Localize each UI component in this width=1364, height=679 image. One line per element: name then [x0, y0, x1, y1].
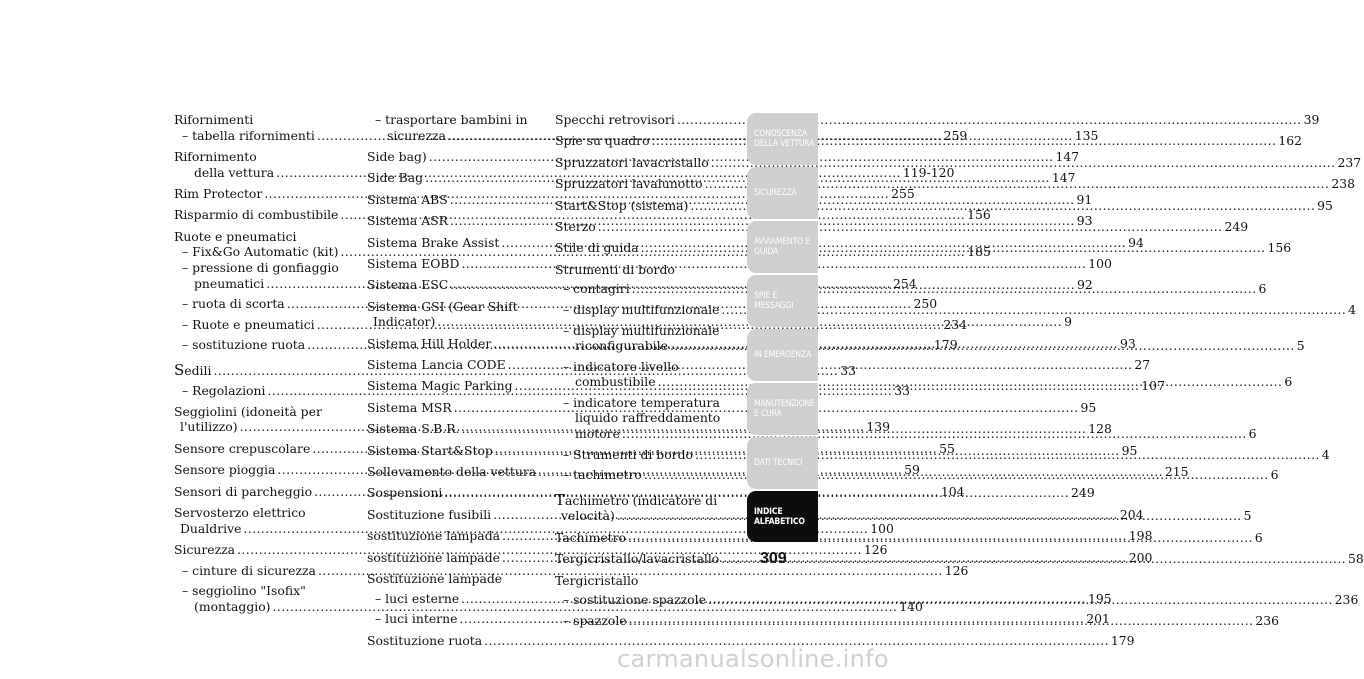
- page-number: 309: [760, 550, 787, 567]
- index-entry: Stile di guida ..... 156: [555, 240, 741, 256]
- entry-title: Rifornimento: [174, 148, 257, 164]
- index-entry: Sostituzione fusibili ..... 204: [367, 507, 547, 523]
- sub-entry-title: – pressione di gonfiaggio: [182, 259, 339, 275]
- page-ref: 100: [870, 520, 894, 536]
- page-ref: 58: [1348, 551, 1364, 567]
- page-ref: 104: [940, 483, 965, 499]
- index-entry: Sistema ASR ..... 93: [367, 213, 547, 229]
- page-ref: 139: [866, 419, 890, 435]
- sub-entry: – luci interne ..... 201: [367, 611, 547, 627]
- tab-spie[interactable]: SPIE E MESSAGGI: [747, 275, 818, 327]
- page-ref: 236: [1255, 612, 1280, 628]
- page-ref: 140: [899, 598, 923, 614]
- page-ref: 33: [840, 362, 856, 378]
- entry-title: Strumenti di bordo: [555, 261, 675, 277]
- page-ref: 254: [892, 275, 917, 291]
- page-ref: 234: [943, 316, 968, 332]
- entry-title: Tergicristallo: [555, 572, 639, 588]
- page-ref: 249: [1071, 485, 1095, 501]
- entry-continuation: combustibile ..... 6: [555, 374, 741, 390]
- page-ref: 147: [1051, 170, 1076, 186]
- page-ref: 6: [1270, 467, 1279, 483]
- page-ref: 91: [1076, 191, 1093, 207]
- page-ref: 93: [1120, 335, 1136, 351]
- index-entry: Sensore pioggia ..... 59: [174, 462, 357, 478]
- index-entry: Specchi retrovisori ..... 39: [555, 112, 741, 128]
- index-entry: Sistema Start&Stop ..... 95: [367, 443, 547, 459]
- sub-entry: – tabella rifornimenti ..... 259: [174, 128, 357, 144]
- page-ref: 126: [944, 562, 969, 578]
- sub-entry: – spazzole ..... 236: [555, 613, 741, 629]
- index-entry: Sistema MSR ..... 95: [367, 400, 547, 416]
- index-entry: Sollevamento della vettura ..... 215: [367, 464, 547, 480]
- page-ref: 200: [1128, 549, 1153, 565]
- page-ref: 215: [1164, 464, 1189, 480]
- page-ref: 147: [1055, 148, 1080, 164]
- index-entry: Sostituzione ruota ..... 179: [367, 633, 547, 649]
- entry-continuation: sicurezza ..... 135: [367, 128, 547, 144]
- index-entry: sostituzione lampade ..... 200: [367, 550, 547, 566]
- entry-title: Ruote e pneumatici: [174, 228, 297, 244]
- page-ref: 204: [1119, 506, 1144, 522]
- tab-avviamento[interactable]: AVVIAMENTO E GUIDA: [747, 221, 818, 273]
- index-entry: sostituzione lampada ..... 198: [367, 528, 547, 544]
- page-ref: 107: [1141, 378, 1165, 394]
- page-ref: 201: [1086, 611, 1110, 627]
- sub-entry: – cinture di sicurezza ..... 126: [174, 563, 357, 579]
- entry-continuation: (montaggio) ..... 140: [174, 599, 357, 615]
- entry-title: Servosterzo elettrico: [174, 505, 306, 521]
- entry-continuation: Dualdrive ..... 100: [174, 521, 357, 537]
- page-ref: 4: [1348, 301, 1357, 317]
- page-ref: 126: [863, 542, 888, 558]
- page-ref: 6: [1254, 529, 1263, 545]
- watermark: carmanualsonline.info: [617, 645, 889, 673]
- page-ref: 179: [933, 337, 958, 353]
- entry-continuation: l'utilizzo) ..... 139: [174, 419, 357, 435]
- entry-title: Rifornimenti: [174, 112, 254, 127]
- index-entry: Sensori di parcheggio ..... 104: [174, 484, 357, 500]
- sub-entry: – contagiri ..... 6: [555, 281, 741, 297]
- page-ref: 237: [1337, 154, 1362, 170]
- index-entry: Sistema ABS ..... 91: [367, 192, 547, 208]
- page-ref: 95: [1080, 399, 1097, 415]
- section-letter: S: [174, 360, 185, 379]
- sub-entry: – Ruote e pneumatici ..... 234: [174, 317, 357, 333]
- entry-title: Sostituzione lampade: [367, 571, 503, 586]
- page-ref: 39: [1303, 112, 1320, 127]
- letter-section-start: Sedili ..... 33: [174, 363, 357, 379]
- index-entry: Sistema ESC ..... 92: [367, 277, 547, 293]
- page-ref: 95: [1121, 442, 1138, 458]
- page-ref: 9: [1064, 314, 1072, 330]
- entry-title: Sistema GSI (Gear Shift: [367, 298, 518, 314]
- sub-entry: – Regolazioni ..... 33: [174, 383, 357, 399]
- page-ref: 5: [1296, 338, 1305, 354]
- tab-emergenza[interactable]: IN EMERGENZA: [747, 329, 818, 381]
- index-entry: Sterzo ..... 249: [555, 219, 741, 235]
- index-entry: Risparmio di combustibile ..... 156: [174, 207, 357, 223]
- index-entry: Sistema Magic Parking ..... 107: [367, 378, 547, 394]
- page-ref: 6: [1258, 281, 1267, 297]
- page-ref: 250: [913, 296, 938, 312]
- index-entry: Side bag) ..... 147: [367, 149, 547, 165]
- index-entry: Spie su quadro ..... 162: [555, 133, 741, 149]
- entry-title: Seggiolini (idoneità per: [174, 403, 322, 419]
- entry-continuation: velocità) ..... 5: [555, 508, 741, 524]
- page-ref: 95: [1317, 197, 1333, 213]
- sub-entry-title: – trasportare bambini in: [375, 112, 528, 127]
- tab-sicurezza[interactable]: SICUREZZA: [747, 167, 818, 219]
- page-ref: 92: [1076, 277, 1093, 293]
- sub-entry-title: – indicatore temperatura: [563, 394, 720, 410]
- section-tabs: [747, 113, 818, 545]
- index-entry: Spruzzatori lavalunotto ..... 238: [555, 176, 741, 192]
- page-ref: 135: [1074, 127, 1099, 143]
- index-entry: Sistema Brake Assist ..... 94: [367, 235, 547, 251]
- entry-continuation: pneumatici ..... 254: [174, 276, 357, 292]
- sub-entry: – luci esterne ..... 195: [367, 591, 547, 607]
- page-ref: 119-120: [902, 164, 955, 180]
- tab-conoscenza[interactable]: CONOSCENZA DELLA VETTURA: [747, 113, 818, 165]
- tab-manutenzione[interactable]: MANUTENZIONE E CURA: [747, 383, 818, 435]
- index-entry: Sistema Hill Holder ..... 93: [367, 336, 547, 352]
- entry-continuation: motore ..... 6: [555, 426, 741, 442]
- page-ref: 100: [1088, 255, 1112, 271]
- page-ref: 59: [904, 462, 920, 478]
- index-entry: Sensore crepuscolare ..... 55: [174, 441, 357, 457]
- page-ref: 236: [1334, 592, 1359, 608]
- page-ref: 6: [1284, 374, 1293, 390]
- page-ref: 4: [1321, 446, 1330, 462]
- index-entry: Spruzzatori lavacristallo ..... 237: [555, 155, 741, 171]
- page-ref: 179: [1110, 632, 1135, 648]
- page-ref: 255: [891, 185, 915, 201]
- entry-continuation: liquido raffreddamento: [575, 410, 721, 426]
- page-ref: 27: [1134, 357, 1151, 373]
- index-entry: Rim Protector ..... 255: [174, 186, 357, 202]
- index-entry: Sistema S.B.R. ..... 128: [367, 421, 547, 437]
- index-entry: Start&Stop (sistema) ..... 95: [555, 198, 741, 214]
- sub-entry: – display multifunzionale ..... 4: [555, 302, 741, 318]
- page-ref: 5: [1243, 508, 1252, 524]
- entry-continuation: riconfigurabile ..... 5: [555, 338, 741, 354]
- page-ref: 249: [1224, 218, 1249, 234]
- sub-entry: – tachimetro ..... 6: [555, 467, 741, 483]
- page-ref: 162: [1278, 133, 1302, 149]
- index-entry: Sospensioni ..... 249: [367, 485, 547, 501]
- sub-entry: – sostituzione ruota ..... 179: [174, 337, 357, 353]
- sub-entry-title: – display multifunzionale: [563, 322, 720, 338]
- sub-entry: – Strumenti di bordo ..... 4: [555, 447, 741, 463]
- index-entry: Tachimetro ..... 6: [555, 530, 741, 546]
- index-entry: Tergicristallo/lavacristallo ..... 58: [555, 551, 741, 567]
- page-ref: 195: [1087, 590, 1112, 606]
- page-ref: 55: [939, 440, 955, 456]
- page-ref: 156: [967, 207, 991, 223]
- entry-continuation: della vettura ..... 119-120: [174, 165, 357, 181]
- page-ref: 93: [1076, 213, 1093, 229]
- index-entry: Sistema EOBD ..... 100: [367, 256, 547, 272]
- index-entry: Side Bag ..... 147: [367, 170, 547, 186]
- page-ref: 6: [1248, 426, 1257, 442]
- section-letter: T: [555, 490, 566, 509]
- page-ref: 128: [1088, 421, 1112, 437]
- page-ref: 259: [943, 127, 968, 143]
- page-ref: 33: [894, 382, 910, 398]
- sub-entry: – ruota di scorta ..... 250: [174, 296, 357, 312]
- tab-indice-alfabetico[interactable]: INDICE ALFABETICO: [747, 491, 818, 543]
- page-ref: 198: [1128, 528, 1153, 544]
- entry-continuation: Indicator) ..... 9: [367, 314, 547, 330]
- tab-dati-tecnici[interactable]: DATI TECNICI: [747, 437, 818, 489]
- letter-section-start: Tachimetro (indicatore di: [555, 490, 718, 509]
- page-ref: 185: [967, 244, 991, 260]
- sub-entry-title: – seggiolino "Isofix": [182, 583, 306, 599]
- page-ref: 238: [1331, 176, 1355, 192]
- sub-entry: – sostituzione spazzole ..... 236: [555, 592, 741, 608]
- index-entry: Sistema Lancia CODE ..... 27: [367, 357, 547, 373]
- index-entry: Sicurezza ..... 126 – cinture di sicurezza ..... 126 – seggiolino "Isofix" (montaggio) ..... 140: [174, 542, 357, 614]
- sub-entry: – Fix&Go Automatic (kit) ..... 185: [174, 244, 357, 260]
- page-ref: 156: [1267, 240, 1292, 256]
- page-ref: 94: [1128, 234, 1144, 250]
- sub-entry-title: – indicatore livello: [563, 358, 679, 374]
